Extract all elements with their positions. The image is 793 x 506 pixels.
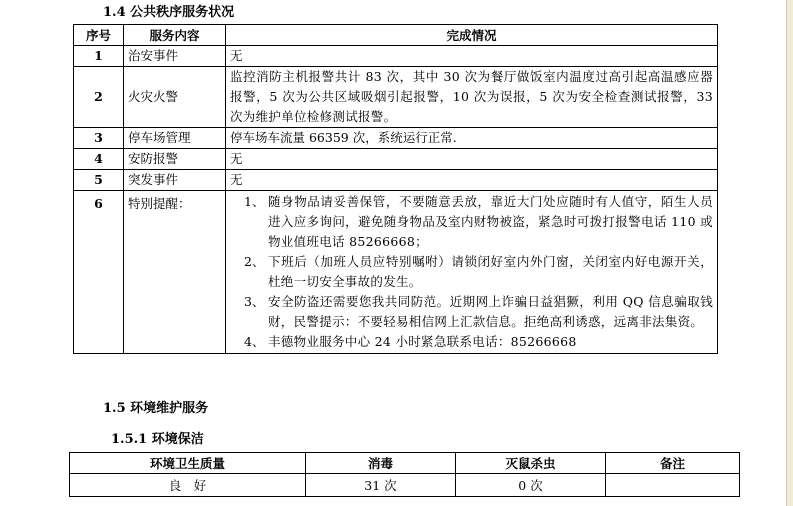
tip-item xyxy=(230,332,713,352)
row-detail: 无 xyxy=(226,149,718,170)
row-item: 特别提醒： xyxy=(124,191,226,354)
header-service: 服务内容 xyxy=(124,25,226,46)
row-detail: 无 xyxy=(226,170,718,191)
row-item: 安防报警 xyxy=(124,149,226,170)
row-item: 治安事件 xyxy=(124,46,226,67)
row-detail: 停车场车流量 66359 次，系统运行正常. xyxy=(226,128,718,149)
row-detail: 无 xyxy=(226,46,718,67)
header-no: 序号 xyxy=(74,25,124,46)
table-header-row xyxy=(74,25,718,46)
tip-text: 安全防盗还需要您我共同防范。近期网上诈骗日益猖獗，利用 QQ 信息骗取钱财，民警提示：不要轻易相信网上汇款信息。拒绝高利诱惑，远离非法集资。 xyxy=(268,294,713,329)
table-row xyxy=(74,46,718,67)
table-header-row xyxy=(70,453,740,474)
tip-item xyxy=(230,192,713,252)
tips-cell xyxy=(226,191,718,354)
row-item: 突发事件 xyxy=(124,170,226,191)
header-quality: 环境卫生质量 xyxy=(70,453,306,474)
tip-number: 2、 xyxy=(244,254,265,269)
cell-quality: 良 好 xyxy=(70,474,306,497)
page-edge xyxy=(786,0,793,506)
tip-number: 1、 xyxy=(244,194,265,209)
tip-number: 4、 xyxy=(244,334,265,349)
tip-text: 丰德物业服务中心 24 小时紧急联系电话：85266668 xyxy=(268,334,577,349)
cell-remarks xyxy=(606,474,740,497)
table-row xyxy=(74,67,718,128)
table-row xyxy=(74,128,718,149)
tip-text: 随身物品请妥善保管，不要随意丢放，靠近大门处应随时有人值守，陌生人员进入应多询问，避免随身物品及室内财物被盗，紧急时可拨打报警电话 110 或物业值班电话 85266668； xyxy=(268,194,713,249)
row-detail: 监控消防主机报警共计 83 次，其中 30 次为餐厅做饭室内温度过高引起高温感应器报警，5 次为公共区域吸烟引起报警，10 次为误报，5 次为安全检查测试报警，33 次为维护单位检修测试报警。 xyxy=(226,67,718,128)
row-no: 2 xyxy=(74,67,124,128)
table-row xyxy=(74,170,718,191)
header-disinfection: 消毒 xyxy=(306,453,456,474)
cell-pest-control: 0 次 xyxy=(456,474,606,497)
tip-text: 下班后（加班人员应特别嘱咐）请锁闭好室内外门窗，关闭室内好电源开关，杜绝一切安全事故的发生。 xyxy=(268,254,713,289)
tip-item xyxy=(230,292,713,332)
tip-item xyxy=(230,252,713,292)
row-no: 6 xyxy=(74,191,124,354)
section-title-1-4: 1.4 公共秩序服务状况 xyxy=(103,5,235,20)
header-status: 完成情况 xyxy=(226,25,718,46)
row-no: 1 xyxy=(74,46,124,67)
table-row xyxy=(70,474,740,497)
row-no: 5 xyxy=(74,170,124,191)
tip-number: 3、 xyxy=(244,294,265,309)
row-item: 火灾火警 xyxy=(124,67,226,128)
header-remarks: 备注 xyxy=(606,453,740,474)
table-row xyxy=(74,191,718,354)
header-pest-control: 灭鼠杀虫 xyxy=(456,453,606,474)
cell-disinfection: 31 次 xyxy=(306,474,456,497)
row-item: 停车场管理 xyxy=(124,128,226,149)
row-no: 4 xyxy=(74,149,124,170)
cleaning-table xyxy=(69,452,740,497)
row-no: 3 xyxy=(74,128,124,149)
section-title-1-5-1: 1.5.1 环境保洁 xyxy=(111,432,204,447)
table-row xyxy=(74,149,718,170)
public-order-table xyxy=(73,24,718,354)
section-title-1-5: 1.5 环境维护服务 xyxy=(103,401,209,416)
